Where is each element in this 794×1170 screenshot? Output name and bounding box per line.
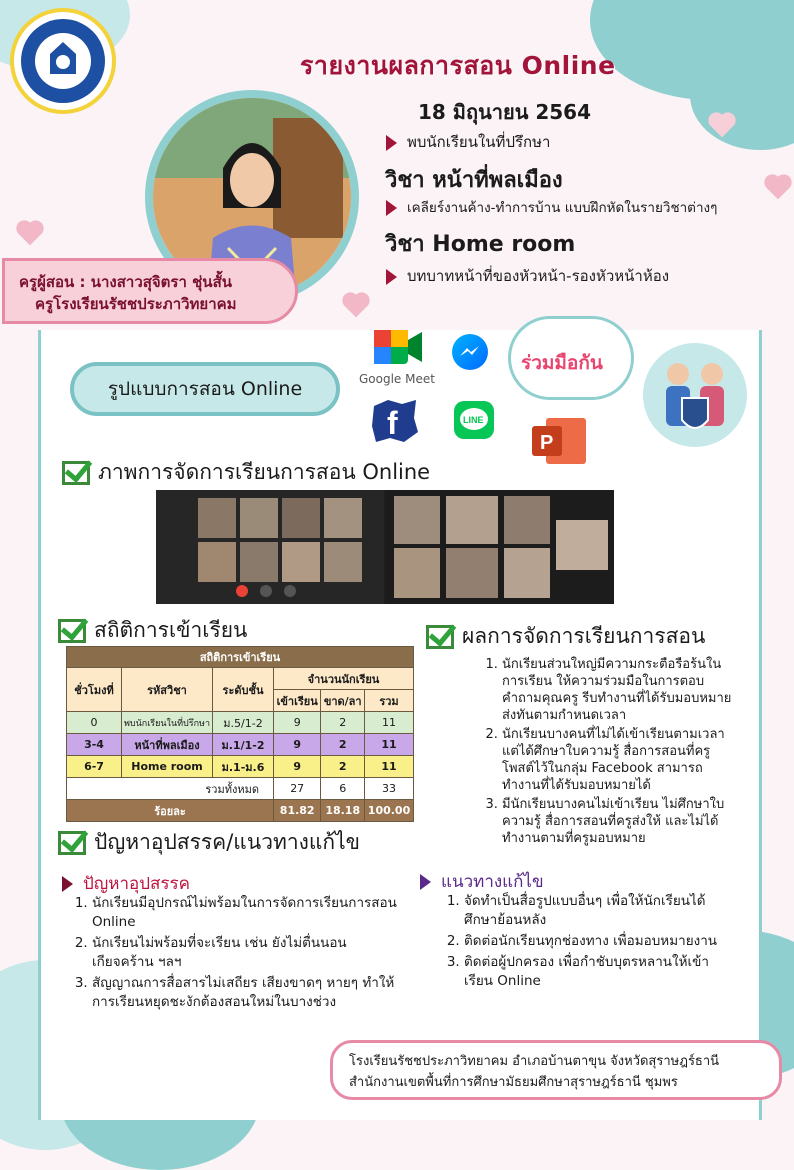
cell: 2 <box>321 712 365 734</box>
list-item: 3. มีนักเรียนบางคนไม่เข้าเรียน ไม่ศึกษาใบความรู้ สื่อการสอนที่ครูส่งให้ และไม่ได้ทำงานตามที่ครูมอบหมาย <box>502 796 740 847</box>
table-row-sum <box>67 778 414 800</box>
activity-text: บทบาทหน้าที่ของหัวหน้า-รองหัวหน้าห้อง <box>407 267 670 285</box>
cell: 9 <box>274 756 321 778</box>
table-row <box>67 712 414 734</box>
list-item: 2. นักเรียนบางคนที่ไม่ได้เข้าเรียนตามเวลา แต่ได้ศึกษาใบความรู้ สื่อการสอนที่ครูโพสต์ไว้ในกลุ่ม Facebook สามารถทำงานที่ได้รับมอบหมายได้ <box>502 726 740 794</box>
school-logo <box>10 8 116 114</box>
col-absent: ขาด/ลา <box>321 690 365 712</box>
cell: 6 <box>321 778 365 800</box>
problems-subheading <box>62 870 190 897</box>
activity-line <box>386 264 669 288</box>
cooperate-label: ร่วมมือกัน <box>521 352 603 374</box>
subject-heading: วิชา หน้าที่พลเมือง <box>385 168 563 193</box>
col-level: ระดับชั้น <box>213 668 274 712</box>
cell: 11 <box>365 756 414 778</box>
col-total: รวม <box>365 690 414 712</box>
cell: ร้อยละ <box>67 800 274 822</box>
list-item: 2. นักเรียนไม่พร้อมที่จะเรียน เช่น ยังไม่ตื่นนอน เกียจคร้าน ฯลฯ <box>92 934 400 972</box>
table-row-percent <box>67 800 414 822</box>
teacher-name: ครูผู้สอน : นางสาวสุจิตรา ชุ่นสั้น <box>19 273 232 291</box>
cell: 2 <box>321 734 365 756</box>
checkbox-icon <box>426 625 454 649</box>
activity-text: พบนักเรียนในที่ปรึกษา <box>407 133 551 151</box>
online-class-screenshot <box>156 490 614 604</box>
results-heading-text: ผลการจัดการเรียนการสอน <box>462 624 706 648</box>
cell: ม.1/1-2 <box>213 734 274 756</box>
activity-text: เคลียร์งานค้าง-ทำการบ้าน แบบฝึกหัดในรายวิชาต่างๆ <box>407 200 718 216</box>
footer-office: สำนักงานเขตพื้นที่การศึกษามัธยมศึกษาสุราษฎร์ธานี ชุมพร <box>349 1075 678 1090</box>
col-hour: ชั่วโมงที่ <box>67 668 122 712</box>
list-item: 1. นักเรียนมีอุปกรณ์ไม่พร้อมในการจัดการเรียนการสอน Online <box>92 894 400 932</box>
healthcare-people-icon <box>640 340 750 454</box>
col-count: จำนวนนักเรียน <box>274 668 414 690</box>
gallery-heading <box>62 456 430 489</box>
teacher-school: ครูโรงเรียนรัชชประภาวิทยาคม <box>35 295 237 313</box>
facebook-icon <box>370 398 420 444</box>
school-seal-icon <box>14 12 112 110</box>
problems-list <box>70 894 400 1014</box>
google-meet-label: Google Meet <box>359 372 435 386</box>
triangle-bullet-icon <box>62 876 73 892</box>
heart-icon <box>345 295 368 318</box>
cell: 11 <box>365 712 414 734</box>
heart-icon <box>19 223 42 246</box>
cell: 6-7 <box>67 756 122 778</box>
problems-title-text: ปัญหาอุปสรรค <box>83 874 191 894</box>
results-list <box>480 656 740 849</box>
svg-text:P: P <box>540 432 554 454</box>
activity-line <box>386 196 717 218</box>
gallery-heading-text: ภาพการจัดการเรียนการสอน Online <box>98 460 431 484</box>
cell: 9 <box>274 734 321 756</box>
cell: รวมทั้งหมด <box>67 778 274 800</box>
activity-line <box>386 130 550 154</box>
table-row <box>67 756 414 778</box>
teacher-info <box>2 258 298 324</box>
svg-text:f: f <box>387 405 398 441</box>
cell: 18.18 <box>321 800 365 822</box>
svg-text:LINE: LINE <box>463 415 484 425</box>
list-item: 1. นักเรียนส่วนใหญ่มีความกระตือรือร้นในการเรียน ให้ความร่วมมือในการตอบคำถามคุณครู รีบทำงานที่ได้รับมอบหมายส่งทันตามกำหนดเวลา <box>502 656 740 724</box>
stats-heading <box>58 614 247 647</box>
cell: หน้าที่พลเมือง <box>122 734 213 756</box>
cell: 0 <box>67 712 122 734</box>
subject-heading: วิชา Home room <box>385 232 576 257</box>
cell: 9 <box>274 712 321 734</box>
page-title: รายงานผลการสอน Online <box>300 51 616 80</box>
footer-school: โรงเรียนรัชชประภาวิทยาคม อำเภอบ้านตาขุน จังหวัดสุราษฎร์ธานี <box>349 1054 720 1069</box>
list-item: 3. สัญญาณการสื่อสารไม่เสถียร เสียงขาดๆ หายๆ ทำให้การเรียนหยุดชะงักต้องสอนใหม่ในบางช่วง <box>92 974 400 1012</box>
stats-heading-text: สถิติการเข้าเรียน <box>94 618 248 642</box>
col-subject: รหัสวิชา <box>122 668 213 712</box>
messenger-icon <box>452 334 488 370</box>
solutions-subheading <box>420 868 544 895</box>
results-heading <box>426 620 705 653</box>
checkbox-icon <box>58 619 86 643</box>
stats-table-title: สถิติการเข้าเรียน <box>67 647 414 668</box>
cell: 100.00 <box>365 800 414 822</box>
cell: 11 <box>365 734 414 756</box>
table-row <box>67 734 414 756</box>
cell: พบนักเรียนในที่ปรึกษา <box>122 712 213 734</box>
cell: Home room <box>122 756 213 778</box>
stats-table <box>66 646 414 822</box>
triangle-bullet-icon <box>386 200 397 216</box>
cell: ม.1-ม.6 <box>213 756 274 778</box>
cell: 27 <box>274 778 321 800</box>
list-item: 1. จัดทำเป็นสื่อรูปแบบอื่นๆ เพื่อให้นักเรียนได้ศึกษาย้อนหลัง <box>464 892 734 930</box>
cell: 2 <box>321 756 365 778</box>
checkbox-icon <box>58 831 86 855</box>
problems-heading <box>58 826 360 859</box>
col-attend: เข้าเรียน <box>274 690 321 712</box>
checkbox-icon <box>62 461 90 485</box>
triangle-bullet-icon <box>386 135 397 151</box>
report-date: 18 มิถุนายน 2564 <box>418 100 592 124</box>
powerpoint-icon <box>532 416 588 470</box>
cell: 81.82 <box>274 800 321 822</box>
problems-heading-text: ปัญหาอุปสรรค/แนวทางแก้ไข <box>94 830 361 854</box>
cell: 33 <box>365 778 414 800</box>
solutions-list <box>442 892 734 993</box>
video-call-grid-icon <box>156 490 614 604</box>
list-item: 3. ติดต่อผู้ปกครอง เพื่อกำชับบุตรหลานให้เข้าเรียน Online <box>464 953 734 991</box>
triangle-bullet-icon <box>386 269 397 285</box>
cell: 3-4 <box>67 734 122 756</box>
heart-icon <box>767 177 790 200</box>
list-item: 2. ติดต่อนักเรียนทุกช่องทาง เพื่อมอบหมายงาน <box>464 932 734 951</box>
google-meet-icon <box>370 328 426 372</box>
solutions-title-text: แนวทางแก้ไข <box>441 872 544 892</box>
footer-box <box>330 1040 782 1100</box>
line-app-icon <box>454 401 494 439</box>
triangle-bullet-icon <box>420 874 431 890</box>
online-format-pill: รูปแบบการสอน Online <box>70 362 340 416</box>
cell: ม.5/1-2 <box>213 712 274 734</box>
